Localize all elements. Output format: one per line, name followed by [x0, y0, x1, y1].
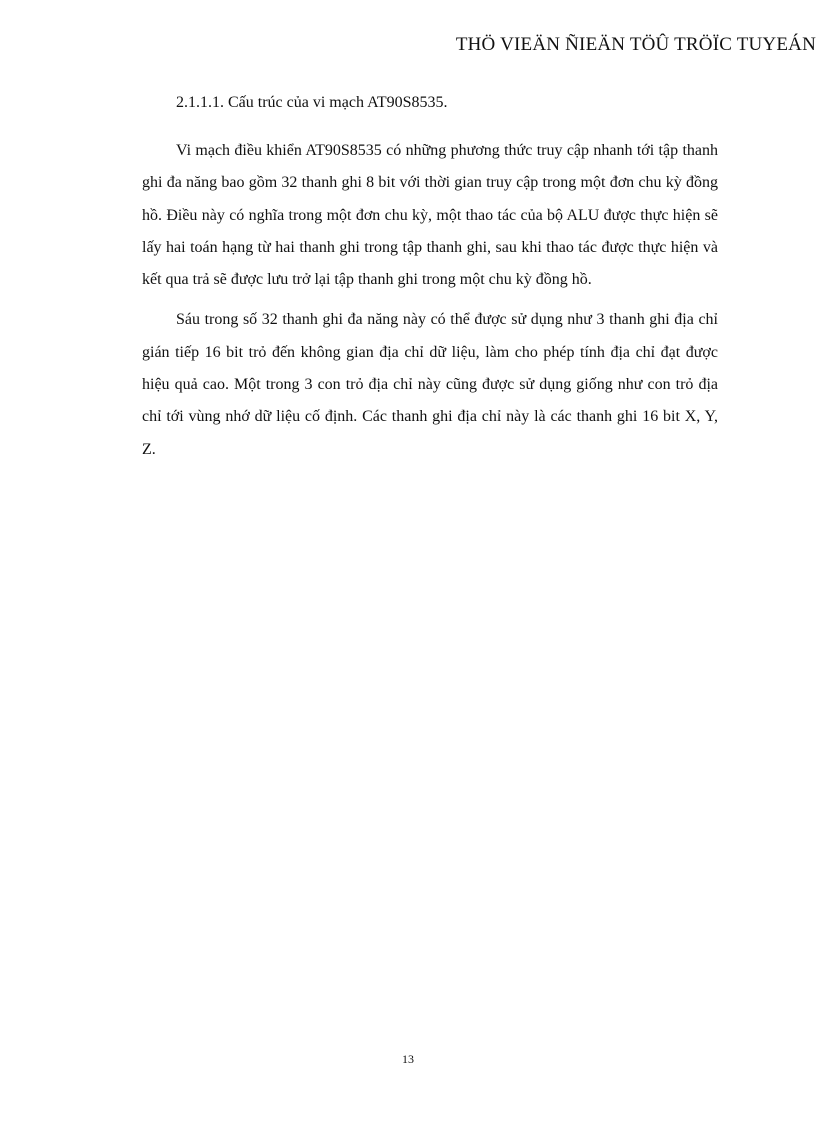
page-number: 13 [402, 1052, 414, 1066]
paragraph-address-pointers: Sáu trong số 32 thanh ghi đa năng này có thể được sử dụng như 3 thanh ghi địa chỉ gián tiếp 16 bit trỏ đến không gian địa chỉ dữ liệu, làm cho phép tính địa chỉ đạt được hiệu quả cao. Một trong 3 con trỏ địa chỉ này cũng được sử dụng giống như con trỏ địa chỉ tới vùng nhớ dữ liệu cố định. Các thanh ghi địa chỉ này là các thanh ghi 16 bit X, Y, Z. [142, 311, 718, 458]
page-header: THÖ VIEÄN ÑIEÄN TÖÛ TRÖÏC TUYEÁN [455, 34, 816, 55]
document-body [142, 92, 718, 466]
paragraph-register-access: Vi mạch điều khiển AT90S8535 có những phương thức truy cập nhanh tới tập thanh ghi đa năng bao gồm 32 thanh ghi 8 bit với thời gian truy cập trong một đơn chu kỳ đồng hồ. Điều này có nghĩa trong một đơn chu kỳ, một thao tác của bộ ALU được thực hiện sẽ lấy hai toán hạng từ hai thanh ghi trong tập thanh ghi, sau khi thao tác được thực hiện và kết qua trả sẽ được lưu trở lại tập thanh ghi trong một chu kỳ đồng hồ. [142, 142, 718, 289]
section-heading: 2.1.1.1. Cấu trúc của vi mạch AT90S8535. [176, 94, 448, 111]
